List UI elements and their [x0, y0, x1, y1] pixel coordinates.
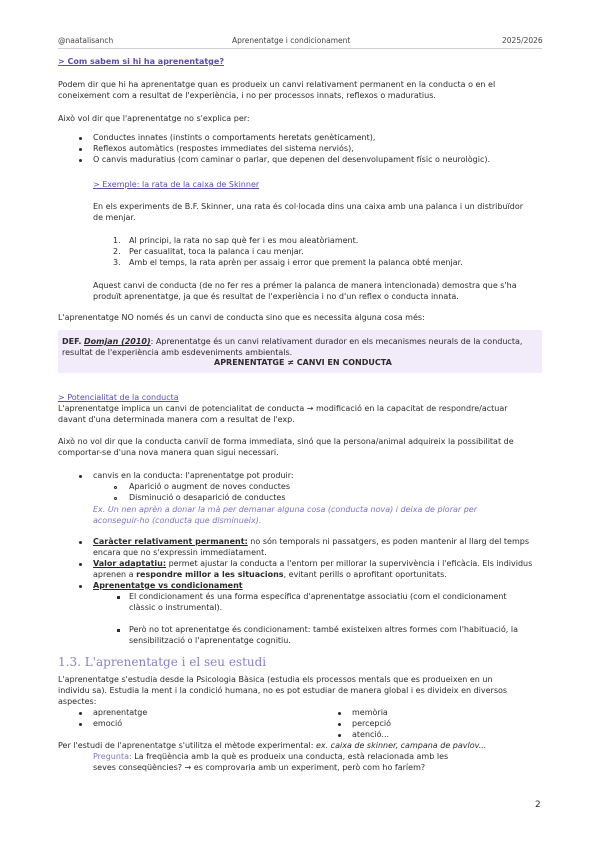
- step-text: Amb el temps, la rata aprèn per assaig i error que prement la palanca obté menjar.: [129, 258, 463, 267]
- list-item-text: no són temporals ni passatgers, es poden mantenir al llarg del temps: [247, 537, 529, 546]
- list-item-label: Valor adaptatiu:: [93, 559, 167, 568]
- header-title: Aprenentatge i condicionament: [232, 36, 351, 45]
- paragraph-line: coneixement com a resultat de l'experiència, i no per processos innats, reflexos o maduratius.: [58, 91, 436, 100]
- sub-list-item-continuation: sensibilització o l'aprenentatge cognitiu.: [129, 636, 291, 645]
- list-item-continuation: [93, 570, 447, 581]
- list-item: memòria: [352, 708, 388, 717]
- paragraph-line: comportar-se d'una nova manera quan sigui necessari.: [58, 448, 279, 457]
- list-item: atenció...: [352, 730, 390, 739]
- page-number: 2: [535, 800, 541, 810]
- paragraph-line: Podem dir que hi ha aprenentatge quan es produeix un canvi relativament permanent en la conducta o en el: [58, 80, 496, 89]
- bullet-icon: [79, 541, 82, 544]
- list-item: [93, 537, 529, 548]
- question-line: seves conseqüències? → es comprovaria amb un experiment, però com ho faríem?: [93, 763, 426, 772]
- step-number: 3.: [113, 258, 121, 267]
- sub-bullet-icon: [114, 486, 117, 489]
- question-line: [93, 752, 448, 763]
- bullet-icon: [338, 734, 341, 737]
- example-line: Ex. Un nen aprèn a donar la mà per demanar alguna cosa (conducta nova) i deixa de plorar per: [93, 505, 478, 514]
- bullet-icon: [79, 723, 82, 726]
- example-heading[interactable]: > Exemple: la rata de la caixa de Skinner: [93, 180, 260, 189]
- paragraph-text: Per l'estudi de l'aprenentatge s'utilitza el mètode experimental:: [58, 741, 316, 750]
- paragraph-line: Aquest canvi de conducta (de no fer res a prémer la palanca de manera intencionada) demostra que s'ha: [93, 281, 517, 290]
- paragraph-line: Això no vol dir que la conducta canviï de forma immediata, sinó que la persona/animal adquireix la possibilitat de: [58, 437, 514, 446]
- list-item: Reflexos automàtics (respostes immediates del sistema nerviós),: [93, 144, 354, 153]
- sub-list-item: Però no tot aprenentatge és condicionament: també existeixen altres formes com l'habituació, la: [129, 625, 519, 634]
- section-heading-aprenentatge[interactable]: > Com sabem si hi ha aprenentatge?: [58, 57, 224, 66]
- definition-author: Domjan (2010): [83, 337, 151, 346]
- definition-line-2: resultat de l'experiència amb esdeveniments ambientals.: [62, 348, 293, 357]
- section-title-estudi: 1.3. L'aprenentatge i el seu estudi: [58, 655, 267, 669]
- list-item-label: Caràcter relativament permanent:: [93, 537, 248, 546]
- step-text: Al principi, la rata no sap què fer i es mou aleatòriament.: [129, 236, 359, 245]
- list-item-bold: respondre millor a les situacions: [136, 570, 284, 579]
- list-item-label: Aprenentatge vs condicionament: [93, 581, 243, 590]
- paragraph-line: de menjar.: [93, 213, 136, 222]
- section-heading-potencialitat[interactable]: > Potencialitat de la conducta: [58, 393, 179, 402]
- bullet-icon: [338, 723, 341, 726]
- paragraph-line: individu sa). Estudia la ment i la condició humana, no es pot estudiar de manera global i es divideix en diversos: [58, 686, 508, 695]
- paragraph-line: davant d'una determinada manera com a resultat de l'exp.: [58, 415, 295, 424]
- paragraph-line: produït aprenentatge, ja que és resultat de l'experiència i no d'un reflex o conducta innata.: [93, 292, 459, 301]
- question-text: La freqüència amb la què es produeix una conducta, està relacionada amb les: [131, 752, 449, 761]
- paragraph-line: Això vol dir que l'aprenentatge no s'explica per:: [58, 114, 250, 123]
- sub-bullet-icon: [114, 497, 117, 500]
- list-item: percepció: [352, 719, 392, 728]
- step-text: Per casualitat, toca la palanca i cau menjar.: [129, 247, 304, 256]
- bullet-icon: [79, 712, 82, 715]
- bullet-icon: [79, 159, 82, 162]
- list-item-text: aprenen a: [93, 570, 137, 579]
- list-item-continuation: encara que no s'expressin immediatament.: [93, 548, 267, 557]
- list-item: [93, 559, 532, 570]
- list-item-text: permet ajustar la conducta a l'entorn per millorar la supervivència i l'eficàcia. Els individus: [166, 559, 533, 568]
- paragraph-line: L'aprenentatge NO només és un canvi de conducta sino que es necessita alguna cosa més:: [58, 313, 425, 322]
- step-number: 1.: [113, 236, 121, 245]
- paragraph-line: aspectes:: [58, 697, 97, 706]
- list-item-text: , evitant perills o aprofitant oportunitats.: [283, 570, 447, 579]
- square-bullet-icon: [117, 596, 120, 599]
- bullet-icon: [79, 148, 82, 151]
- definition-text: : Aprenentatge és un canvi relativament durador en els mecanismes neurals de la conducta,: [150, 337, 523, 346]
- header-year: 2025/2026: [502, 36, 543, 45]
- paragraph-line: [58, 741, 486, 752]
- sub-list-item: Aparició o augment de noves conductes: [129, 482, 290, 491]
- header-divider: [58, 48, 542, 49]
- definition-emphasis: APRENENTATGE ≠ CANVI EN CONDUCTA: [214, 358, 392, 367]
- square-bullet-icon: [117, 629, 120, 632]
- example-line: aconseguir-ho (conducta que disminueix).: [93, 516, 262, 525]
- step-number: 2.: [113, 247, 121, 256]
- bullet-icon: [79, 475, 82, 478]
- list-item: canvis en la conducta: l'aprenentatge pot produir:: [93, 471, 294, 480]
- bullet-icon: [79, 585, 82, 588]
- bullet-icon: [79, 563, 82, 566]
- list-item: emoció: [93, 719, 123, 728]
- paragraph-italic: ex. caixa de skinner, campana de pavlov...: [315, 741, 487, 750]
- sub-list-item: El condicionament és una forma específica d'aprenentatge associatiu (com el condicionament: [129, 592, 507, 601]
- list-item: Conductes innates (instints o comportaments heretats genèticament),: [93, 133, 376, 142]
- definition-label: DEF.: [62, 337, 82, 346]
- bullet-icon: [79, 137, 82, 140]
- header-author: @naatalisanch: [58, 36, 114, 45]
- bullet-icon: [338, 712, 341, 715]
- definition-line-1: [62, 337, 522, 348]
- paragraph-line: En els experiments de B.F. Skinner, una rata és col·locada dins una caixa amb una palanca i un distribuïdor: [93, 202, 524, 211]
- question-label: Pregunta:: [93, 752, 132, 761]
- sub-list-item-continuation: clàssic o instrumental).: [129, 603, 223, 612]
- sub-list-item: Disminució o desaparició de conductes: [129, 493, 286, 502]
- paragraph-line: L'aprenentatge implica un canvi de potencialitat de conducta → modificació en la capacitat de respondre/actuar: [58, 404, 508, 413]
- paragraph-line: L'aprenentatge s'estudia desde la Psicologia Bàsica (estudia els processos mentals que es produeixen en un: [58, 675, 493, 684]
- list-item: O canvis maduratius (com caminar o parlar, que depenen del desenvolupament físic o neurològic).: [93, 155, 491, 164]
- list-item: aprenentatge: [93, 708, 148, 717]
